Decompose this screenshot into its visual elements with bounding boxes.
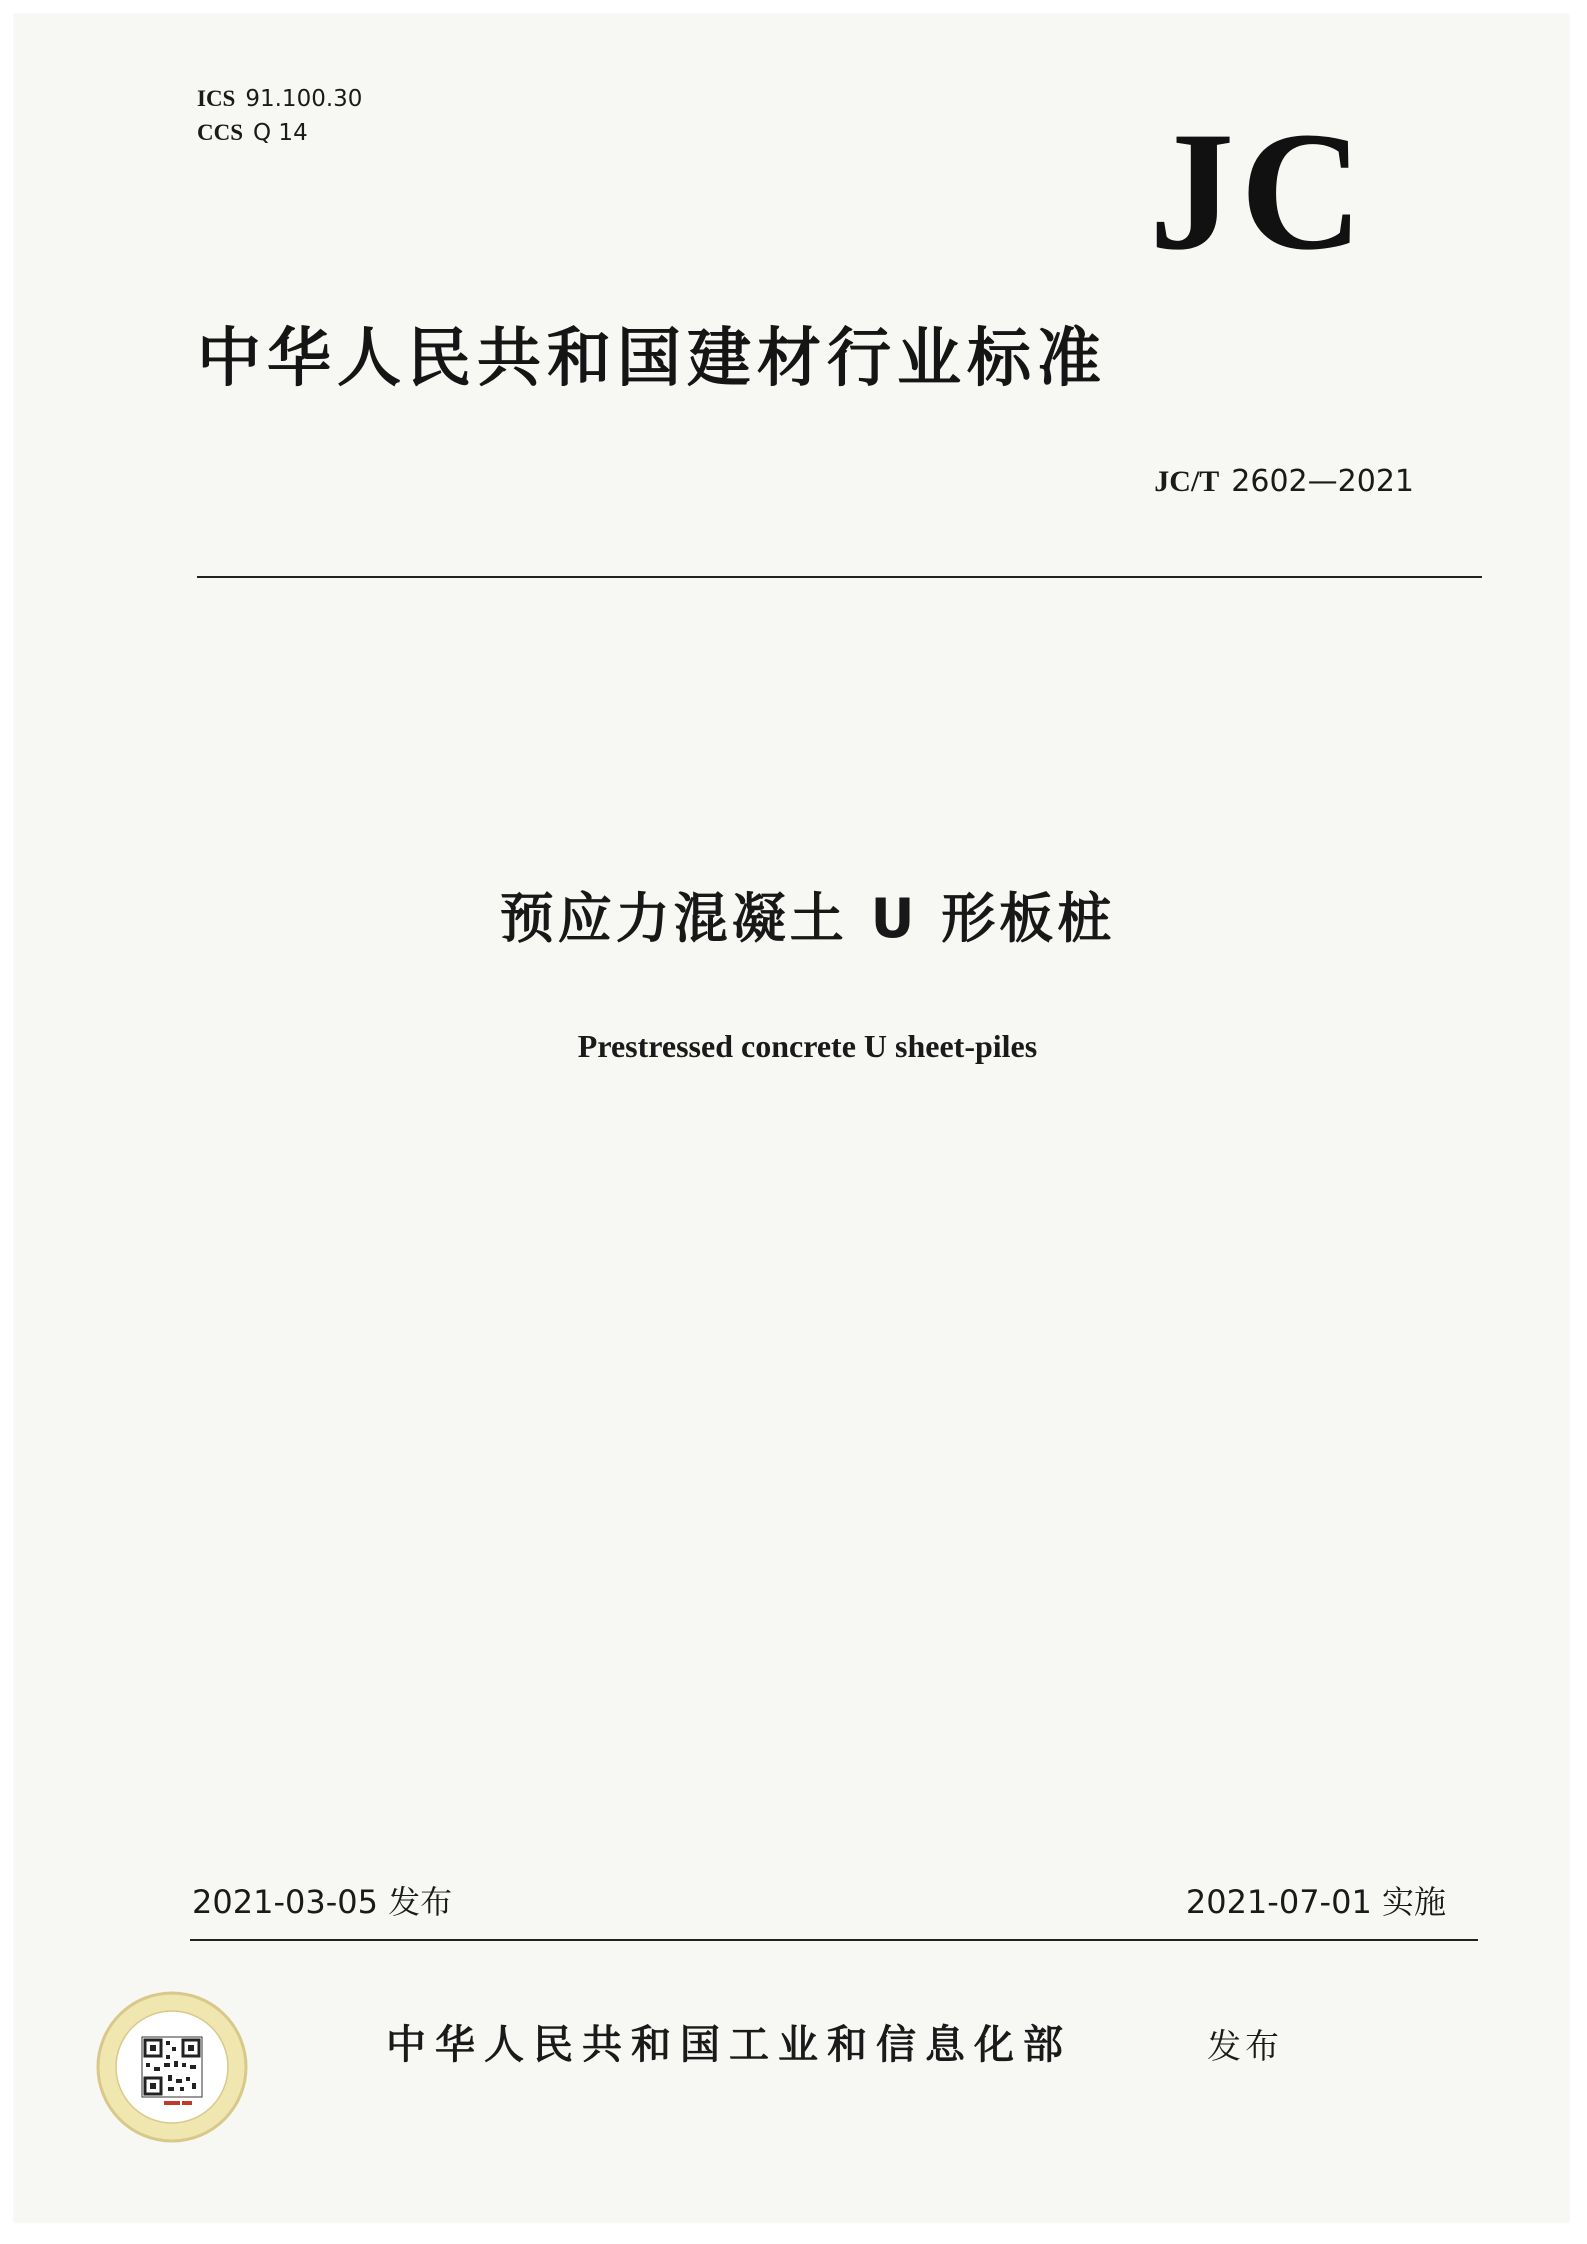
document-title-english: Prestressed concrete U sheet-piles — [577, 1028, 1038, 1064]
standard-category-title: 中华人民共和国建材行业标准 — [197, 322, 1107, 396]
ics-row — [197, 82, 362, 116]
issue-date: 2021-03-05 发布 — [192, 1883, 453, 1921]
bottom-divider — [190, 1939, 1478, 1941]
ccs-value: Q 14 — [253, 120, 308, 146]
classification-codes — [197, 82, 362, 150]
standard-number-value: 2602—2021 — [1231, 464, 1414, 499]
document-title-chinese: 预应力混凝土 U 形板桩 — [499, 887, 1116, 950]
implementation-date: 2021-07-01 实施 — [1185, 1883, 1446, 1921]
standard-code: JC/T — [1154, 465, 1220, 498]
publisher-name: 中华人民共和国工业和信息化部 — [386, 2022, 1072, 2068]
top-divider — [197, 576, 1482, 578]
qr-code-seal-icon — [94, 1989, 250, 2145]
ccs-label: CCS — [197, 120, 244, 145]
standard-cover-page — [14, 14, 1569, 2222]
publisher-action: 发布 — [1207, 2027, 1283, 2067]
ics-value: 91.100.30 — [245, 86, 363, 112]
ics-label: ICS — [197, 86, 236, 111]
standard-number — [1154, 462, 1414, 502]
ccs-row — [197, 116, 362, 150]
jc-logo: JC — [1149, 97, 1369, 285]
